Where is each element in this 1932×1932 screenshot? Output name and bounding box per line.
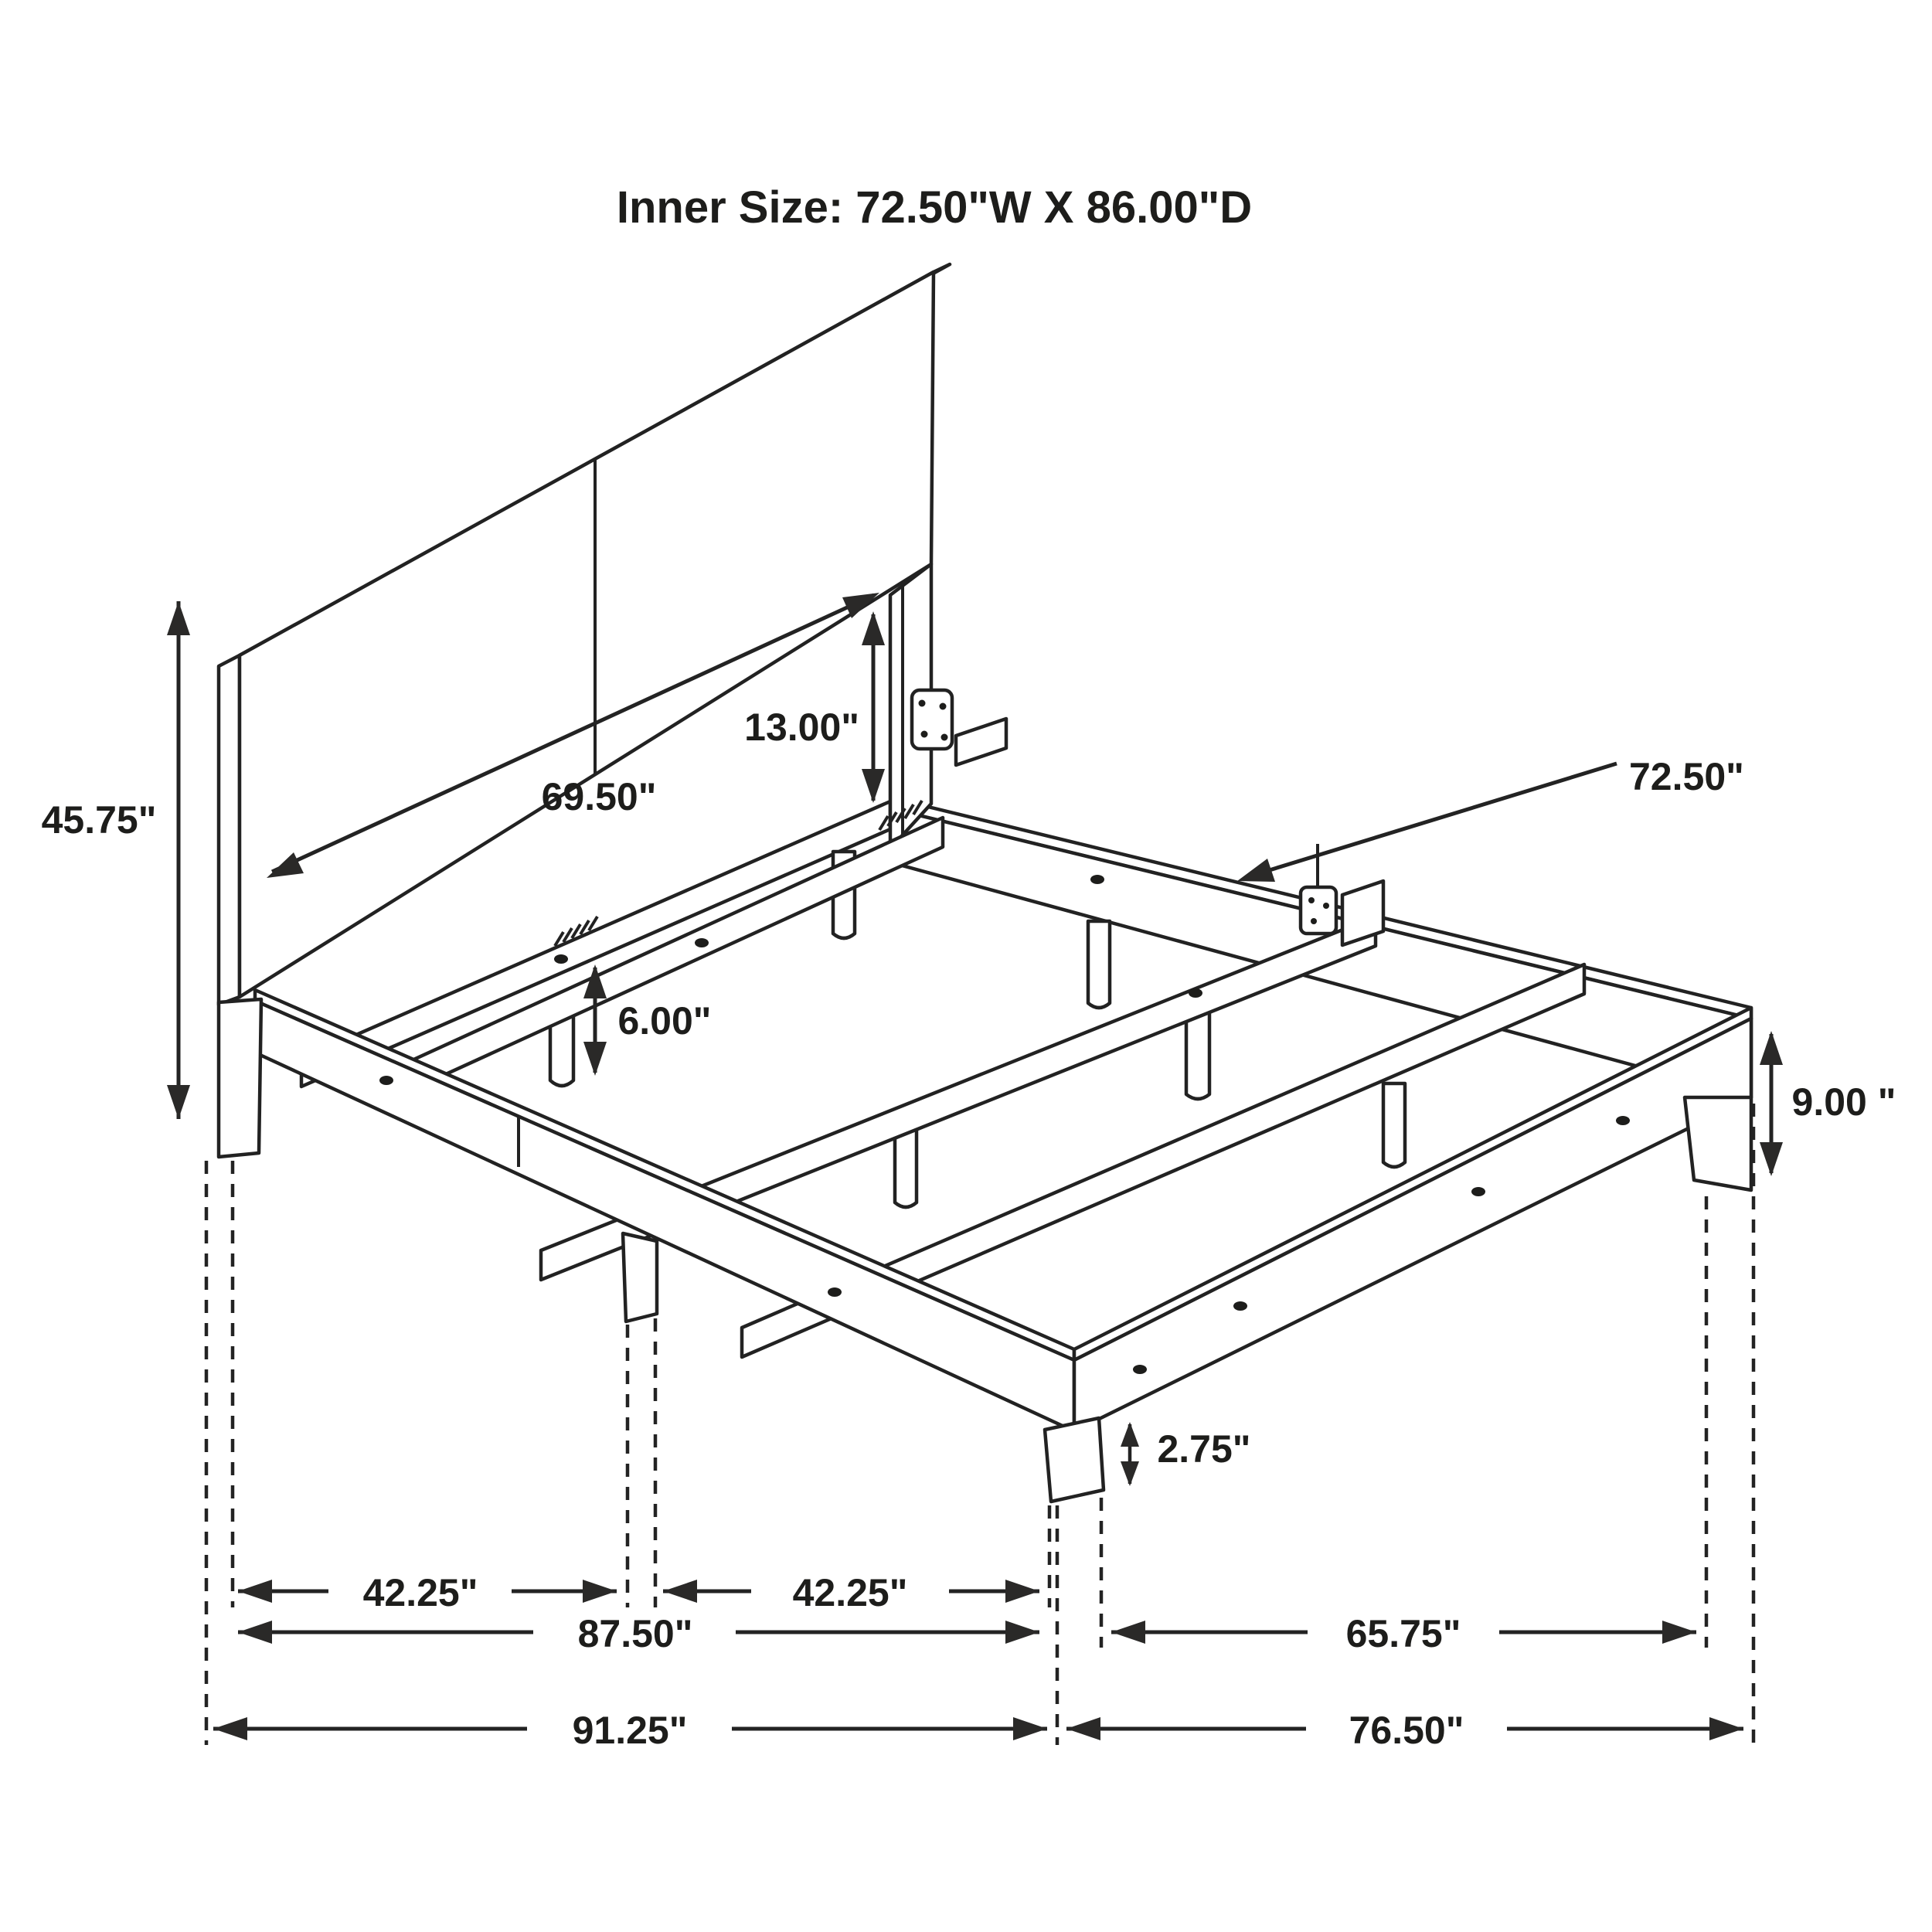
dim-foot-inner-span: [1111, 1612, 1696, 1655]
left-side-rail: [255, 990, 1074, 1431]
mid-rail-leg: [623, 1233, 657, 1321]
dim-rail-floor-height-label: 9.00 ": [1791, 1080, 1896, 1124]
dim-inner-width-leader: [1237, 755, 1744, 882]
dim-side-rail-length: [238, 1612, 1039, 1655]
dim-side-rail-length-label: 87.50": [577, 1612, 693, 1655]
headboard-leg: [219, 999, 261, 1157]
diagram-title: Inner Size: 72.50"W X 86.00"D: [616, 182, 1253, 233]
dim-overall-length-label: 91.25": [572, 1709, 688, 1752]
dim-headboard-height: [42, 601, 190, 1119]
mounting-bracket: [912, 690, 952, 749]
dim-headboard-height-label: 45.75": [41, 798, 157, 842]
dim-corner-leg: [1121, 1422, 1251, 1486]
dim-support-leg-label: 6.00": [617, 999, 712, 1043]
dim-headboard-post-label: 13.00": [744, 706, 859, 749]
dim-foot-inner-span-label: 65.75": [1345, 1612, 1461, 1655]
dim-inner-width-label: 72.50": [1629, 755, 1744, 798]
bed-slats: [402, 818, 1584, 1357]
dim-overall-width: [1066, 1709, 1743, 1752]
dim-span-head-to-mid: [238, 1571, 617, 1614]
dim-corner-leg-label: 2.75": [1157, 1427, 1251, 1471]
dim-overall-width-label: 76.50": [1349, 1709, 1464, 1752]
slat-head: [402, 818, 943, 1094]
dim-rail-floor-height: [1760, 1031, 1896, 1176]
dim-headboard-width-label: 69.50": [541, 775, 657, 818]
dim-span-mid-to-corner-label: 42.25": [792, 1571, 908, 1614]
dim-span-mid-to-corner: [663, 1571, 1039, 1614]
dim-overall-length: [213, 1709, 1047, 1752]
corner-leg: [1045, 1418, 1104, 1502]
dim-span-head-to-mid-label: 42.25": [362, 1571, 478, 1614]
foot-right-leg: [1685, 1097, 1751, 1190]
foot-rail: [1074, 1008, 1751, 1431]
